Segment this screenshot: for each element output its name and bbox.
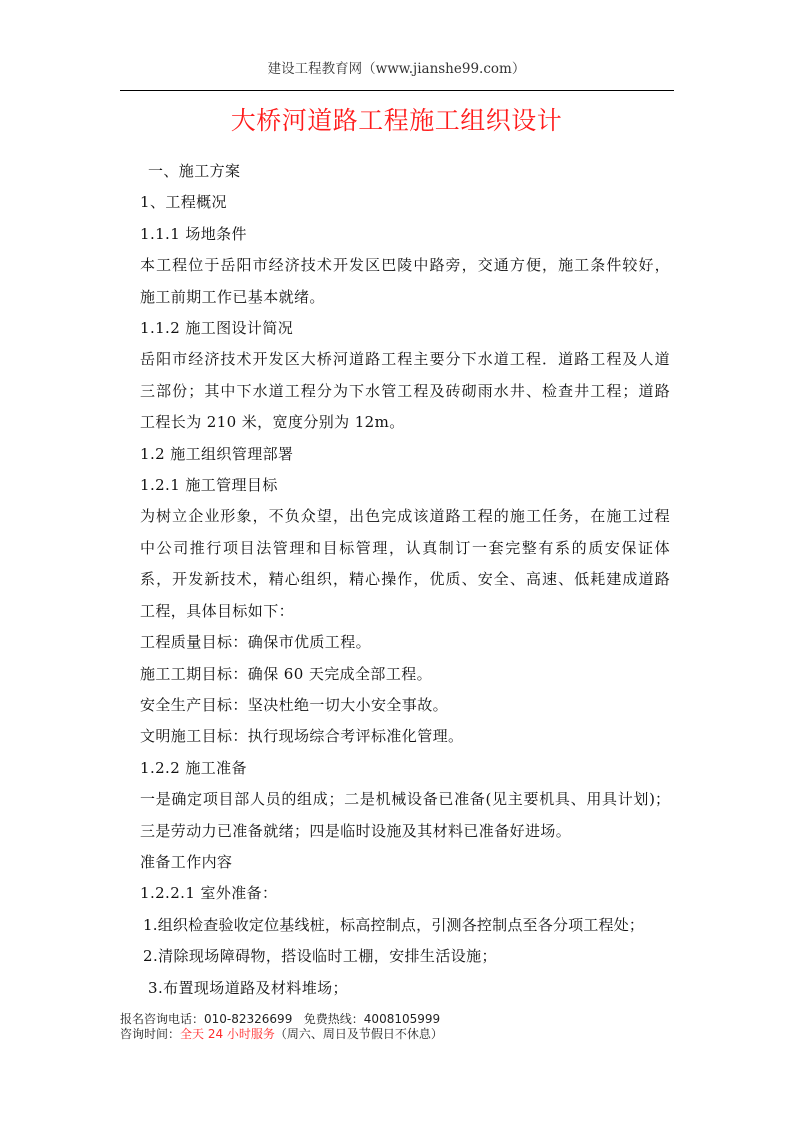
section-heading: 一、施工方案 xyxy=(148,162,241,180)
paragraph-line: 三部份；其中下水道工程分为下水管工程及砖砌雨水井、检查井工程；道路 xyxy=(140,381,670,400)
phone-label: 报名咨询电话： xyxy=(120,1012,205,1026)
page-footer xyxy=(120,1012,443,1042)
goal-item: 工程质量目标：确保市优质工程。 xyxy=(140,633,372,652)
subsection-heading: 1.1.2 施工图设计简况 xyxy=(140,319,294,338)
list-item: 2.清除现场障碍物，搭设临时工棚，安排生活设施； xyxy=(143,947,497,966)
subsection-heading: 1.2.2 施工准备 xyxy=(140,758,247,777)
hotline-label: 免费热线： xyxy=(303,1012,364,1026)
subsection-heading: 1.2 施工组织管理部署 xyxy=(140,444,294,463)
paragraph-line: 本工程位于岳阳市经济技术开发区巴陵中路旁，交通方便，施工条件较好， xyxy=(140,256,670,275)
hours-label: 咨询时间： xyxy=(120,1027,181,1041)
subsection-heading: 1.1.1 场地条件 xyxy=(140,224,247,243)
paragraph-line: 三是劳动力已准备就绪；四是临时设施及其材料已准备好进场。 xyxy=(140,821,572,840)
paragraph-line: 施工前期工作已基本就绪。 xyxy=(140,287,325,306)
document-title: 大桥河道路工程施工组织设计 xyxy=(230,106,563,135)
footer-contact-line xyxy=(120,1012,443,1027)
document-body xyxy=(140,156,670,1004)
footer-hours-line xyxy=(120,1027,443,1042)
list-item: 1.组织检查验收定位基线桩，标高控制点，引测各控制点至各分项工程处； xyxy=(143,915,645,934)
hotline-number: 4008105999 xyxy=(363,1012,441,1026)
paragraph-line: 为树立企业形象，不负众望，出色完成该道路工程的施工任务，在施工过程 xyxy=(140,507,670,526)
subsection-heading: 1、工程概况 xyxy=(140,193,227,212)
paragraph-line: 工程，具体目标如下： xyxy=(140,601,295,620)
paragraph-line: 岳阳市经济技术开发区大桥河道路工程主要分下水道工程．道路工程及人道 xyxy=(140,350,670,369)
site-header: 建设工程教育网（www.jianshe99.com） xyxy=(267,61,526,77)
goal-item: 安全生产目标：坚决杜绝一切大小安全事故。 xyxy=(140,695,449,714)
list-item: 3.布置现场道路及材料堆场； xyxy=(148,978,348,997)
paragraph-line: 准备工作内容 xyxy=(140,852,233,871)
paragraph-line: 一是确定项目部人员的组成；二是机械设备已准备(见主要机具、用具计划)； xyxy=(140,790,670,809)
subsection-heading: 1.2.1 施工管理目标 xyxy=(140,476,278,495)
subsection-heading: 1.2.2.1 室外准备： xyxy=(140,884,278,903)
hours-note: （周六、周日及节假日不休息） xyxy=(274,1027,443,1041)
phone-number: 010-82326699 xyxy=(204,1012,293,1026)
goal-item: 文明施工目标：执行现场综合考评标准化管理。 xyxy=(140,727,464,746)
paragraph-line: 中公司推行项目法管理和目标管理，认真制订一套完整有系的质安保证体 xyxy=(140,538,670,557)
paragraph-line: 工程长为 210 米，宽度分别为 12m。 xyxy=(140,413,405,432)
paragraph-line: 系，开发新技术，精心组织，精心操作，优质、安全、高速、低耗建成道路 xyxy=(140,570,670,589)
hours-highlight: 全天 24 小时服务 xyxy=(180,1027,275,1041)
header-divider xyxy=(120,90,674,91)
goal-item: 施工工期目标：确保 60 天完成全部工程。 xyxy=(140,664,433,683)
